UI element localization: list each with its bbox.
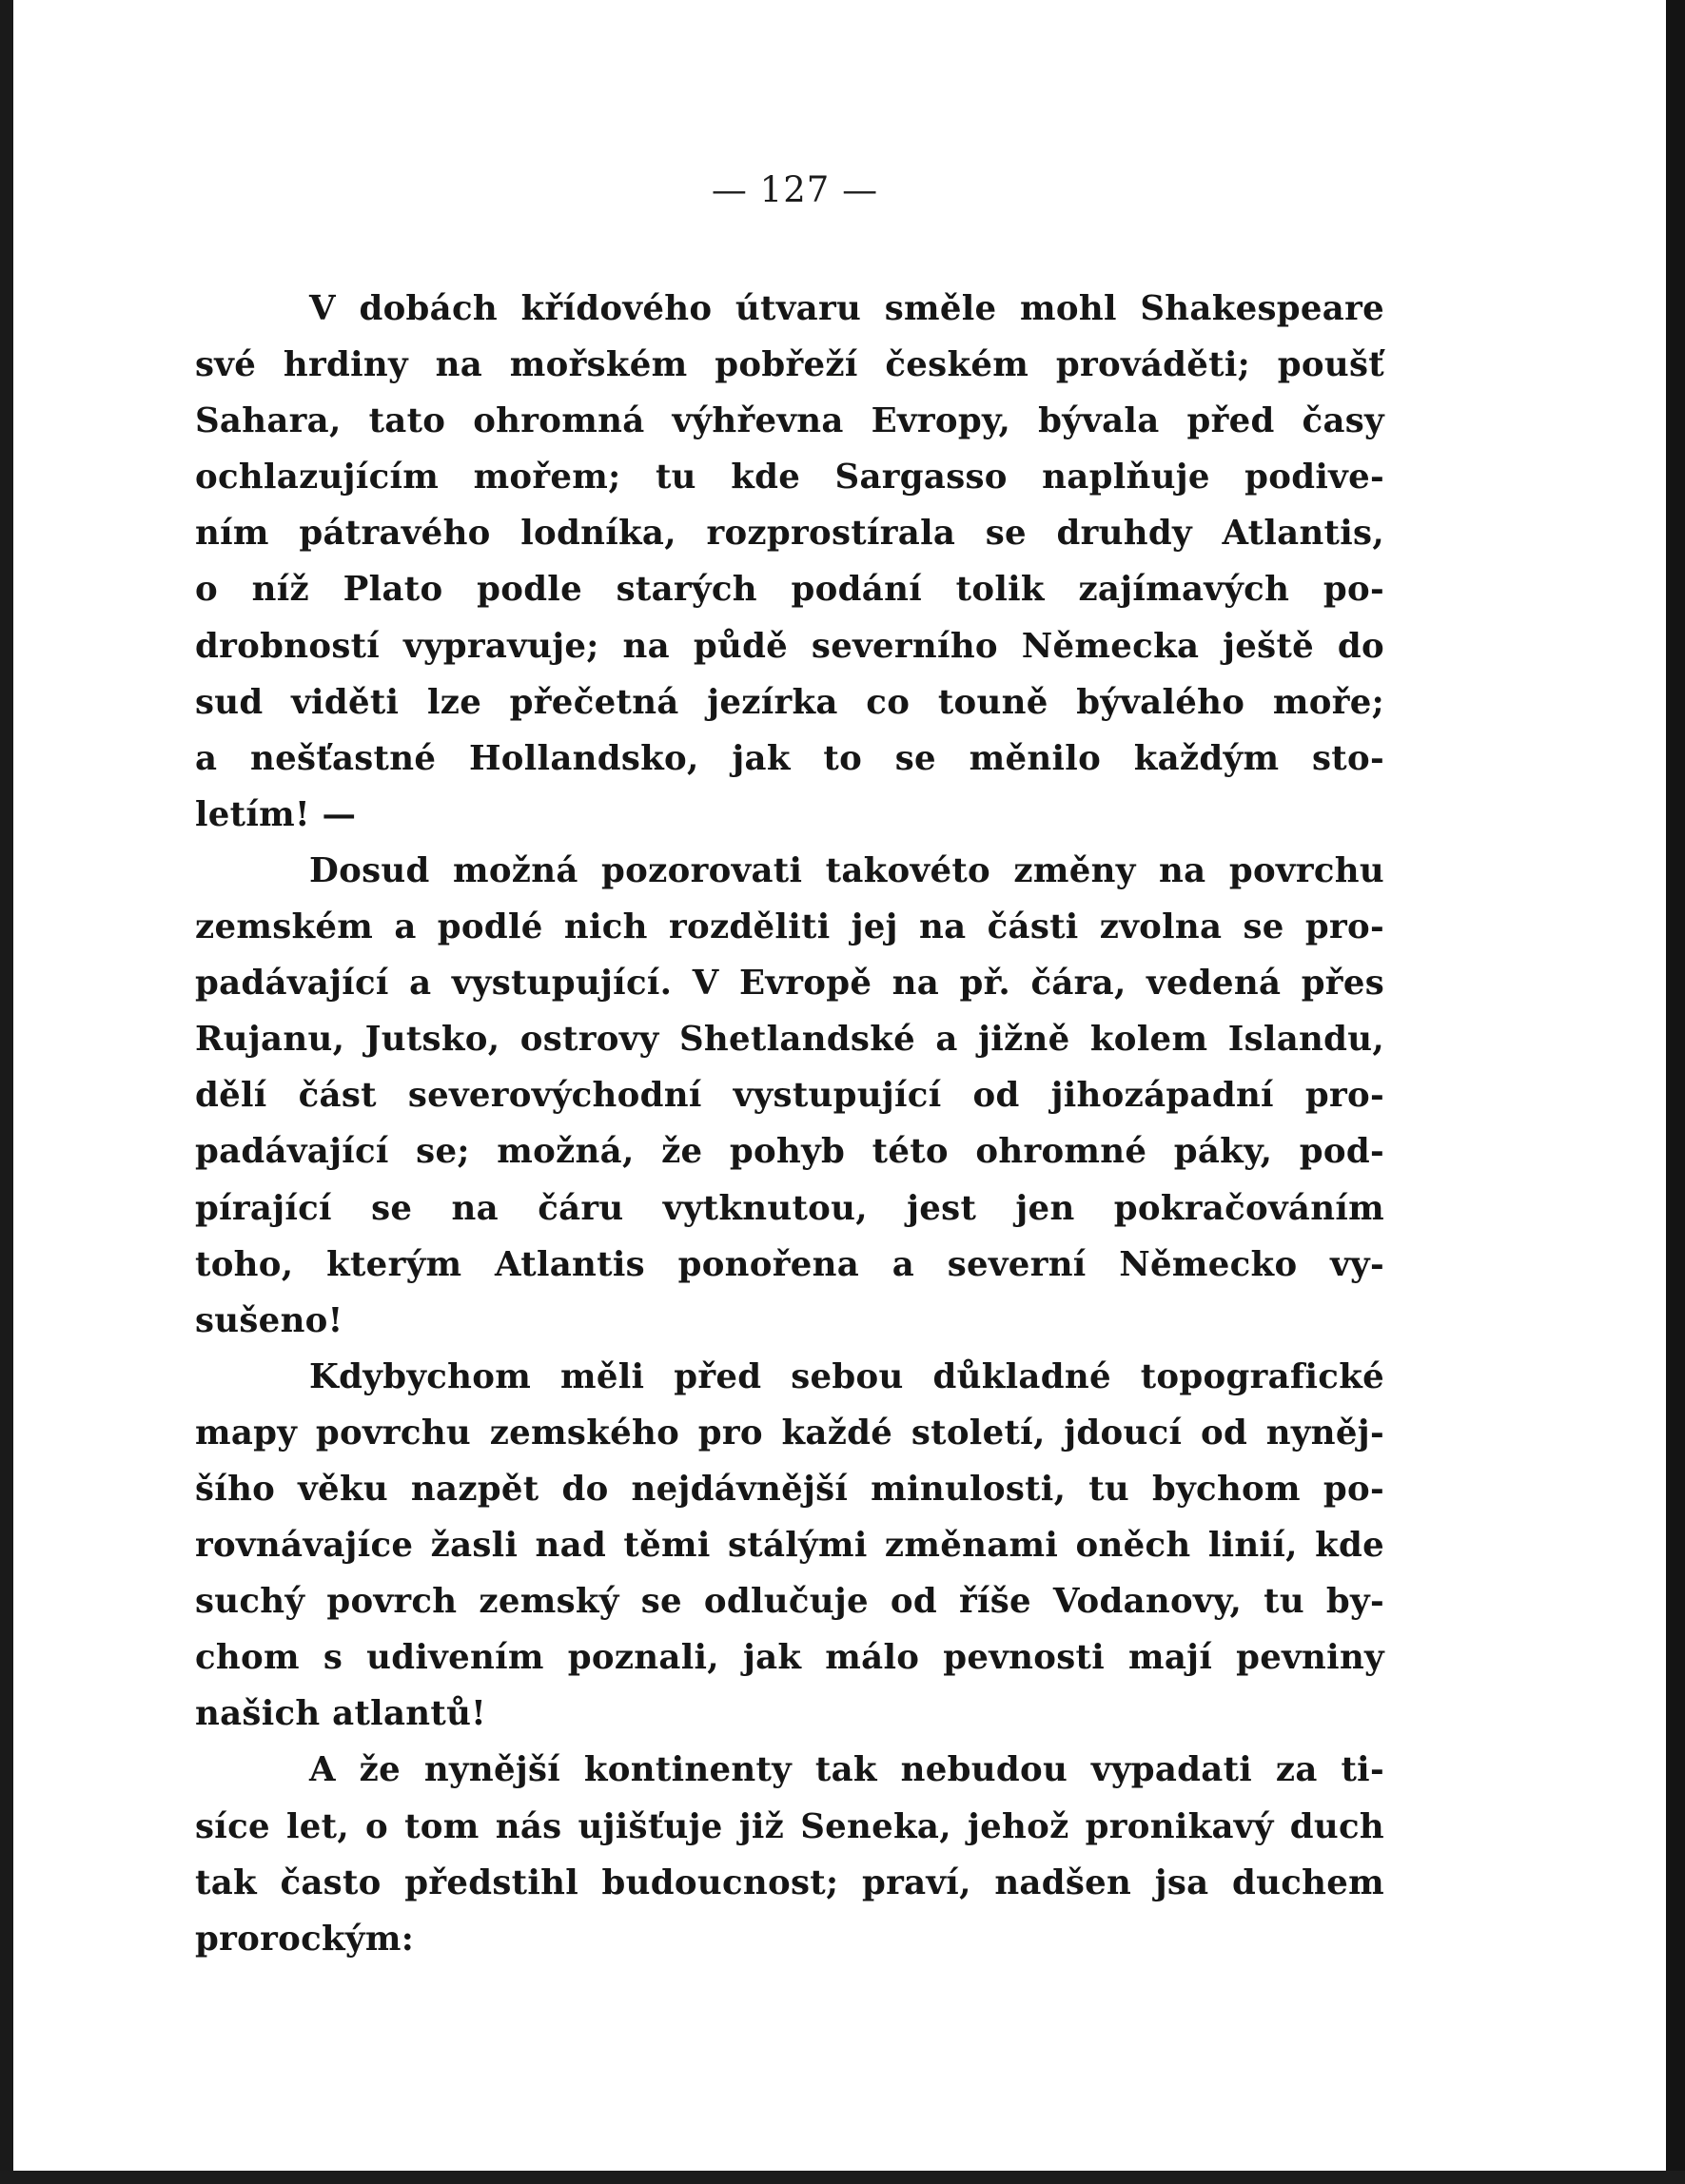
text-line: pírající se na čáru vytknutou, jest jen pokračováním bbox=[195, 1188, 1384, 1228]
page-number: — 127 — bbox=[711, 169, 879, 210]
text-line: Dosud možná pozorovati takovéto změny na povrchu bbox=[309, 850, 1384, 890]
text-line: drobností vypravuje; na půdě severního Německa ještě do bbox=[195, 626, 1384, 666]
text-line: ním pátravého lodníka, rozprostírala se druhdy Atlantis, bbox=[195, 514, 1384, 554]
text-line: padávající se; možná, že pohyb této ohromné páky, pod- bbox=[195, 1132, 1384, 1172]
scan-left-edge bbox=[0, 0, 13, 2184]
text-line: šího věku nazpět do nejdávnější minulosti, tu bychom po- bbox=[195, 1469, 1384, 1509]
text-line: rovnávajíce žasli nad těmi stálými změnami oněch linií, kde bbox=[195, 1526, 1384, 1566]
text-line: mapy povrchu zemského pro každé století, jdoucí od nyněj- bbox=[195, 1413, 1384, 1453]
text-line: chom s udivením poznali, jak málo pevnosti mají pevniny bbox=[195, 1638, 1384, 1678]
text-line: sušeno! bbox=[195, 1300, 343, 1340]
text-line: zemském a podlé nich rozděliti jej na části zvolna se pro- bbox=[195, 907, 1384, 947]
text-line: Rujanu, Jutsko, ostrovy Shetlandské a jižně kolem Islandu, bbox=[195, 1020, 1384, 1060]
text-line: Sahara, tato ohromná výhřevna Evropy, bývala před časy bbox=[195, 401, 1384, 441]
text-line: ochlazujícím mořem; tu kde Sargasso naplňuje podive- bbox=[195, 458, 1384, 497]
text-line: své hrdiny na mořském pobřeží českém prováděti; poušť bbox=[195, 345, 1384, 385]
scan-bottom-edge bbox=[0, 2171, 1685, 2184]
text-line: V dobách křídového útvaru směle mohl Shakespeare bbox=[309, 289, 1384, 328]
text-line: prorockým: bbox=[195, 1919, 415, 1959]
text-line: padávající a vystupující. V Evropě na př. čára, vedená přes bbox=[195, 964, 1384, 1004]
text-line: letím! — bbox=[195, 794, 357, 834]
text-line: sud viděti lze přečetná jezírka co touně bývalého moře; bbox=[195, 682, 1384, 722]
text-line: A že nynější kontinenty tak nebudou vypadati za ti- bbox=[309, 1750, 1384, 1790]
text-line: suchý povrch zemský se odlučuje od říše Vodanovy, tu by- bbox=[195, 1582, 1384, 1622]
text-line: Kdybychom měli před sebou důkladné topografické bbox=[309, 1356, 1384, 1396]
text-line: a nešťastné Hollandsko, jak to se měnilo každým sto- bbox=[195, 738, 1384, 778]
text-line: našich atlantů! bbox=[195, 1694, 487, 1734]
scan-right-edge bbox=[1666, 0, 1685, 2184]
text-line: tak často předstihl budoucnost; praví, nadšen jsa duchem bbox=[195, 1862, 1384, 1902]
text-line: o níž Plato podle starých podání tolik zajímavých po- bbox=[195, 570, 1384, 610]
body-text bbox=[195, 281, 1384, 1967]
text-line: toho, kterým Atlantis ponořena a severní Německo vy- bbox=[195, 1244, 1384, 1284]
text-line: síce let, o tom nás ujišťuje již Seneka, jehož pronikavý duch bbox=[195, 1806, 1384, 1846]
text-line: dělí část severovýchodní vystupující od jihozápadní pro- bbox=[195, 1076, 1384, 1116]
